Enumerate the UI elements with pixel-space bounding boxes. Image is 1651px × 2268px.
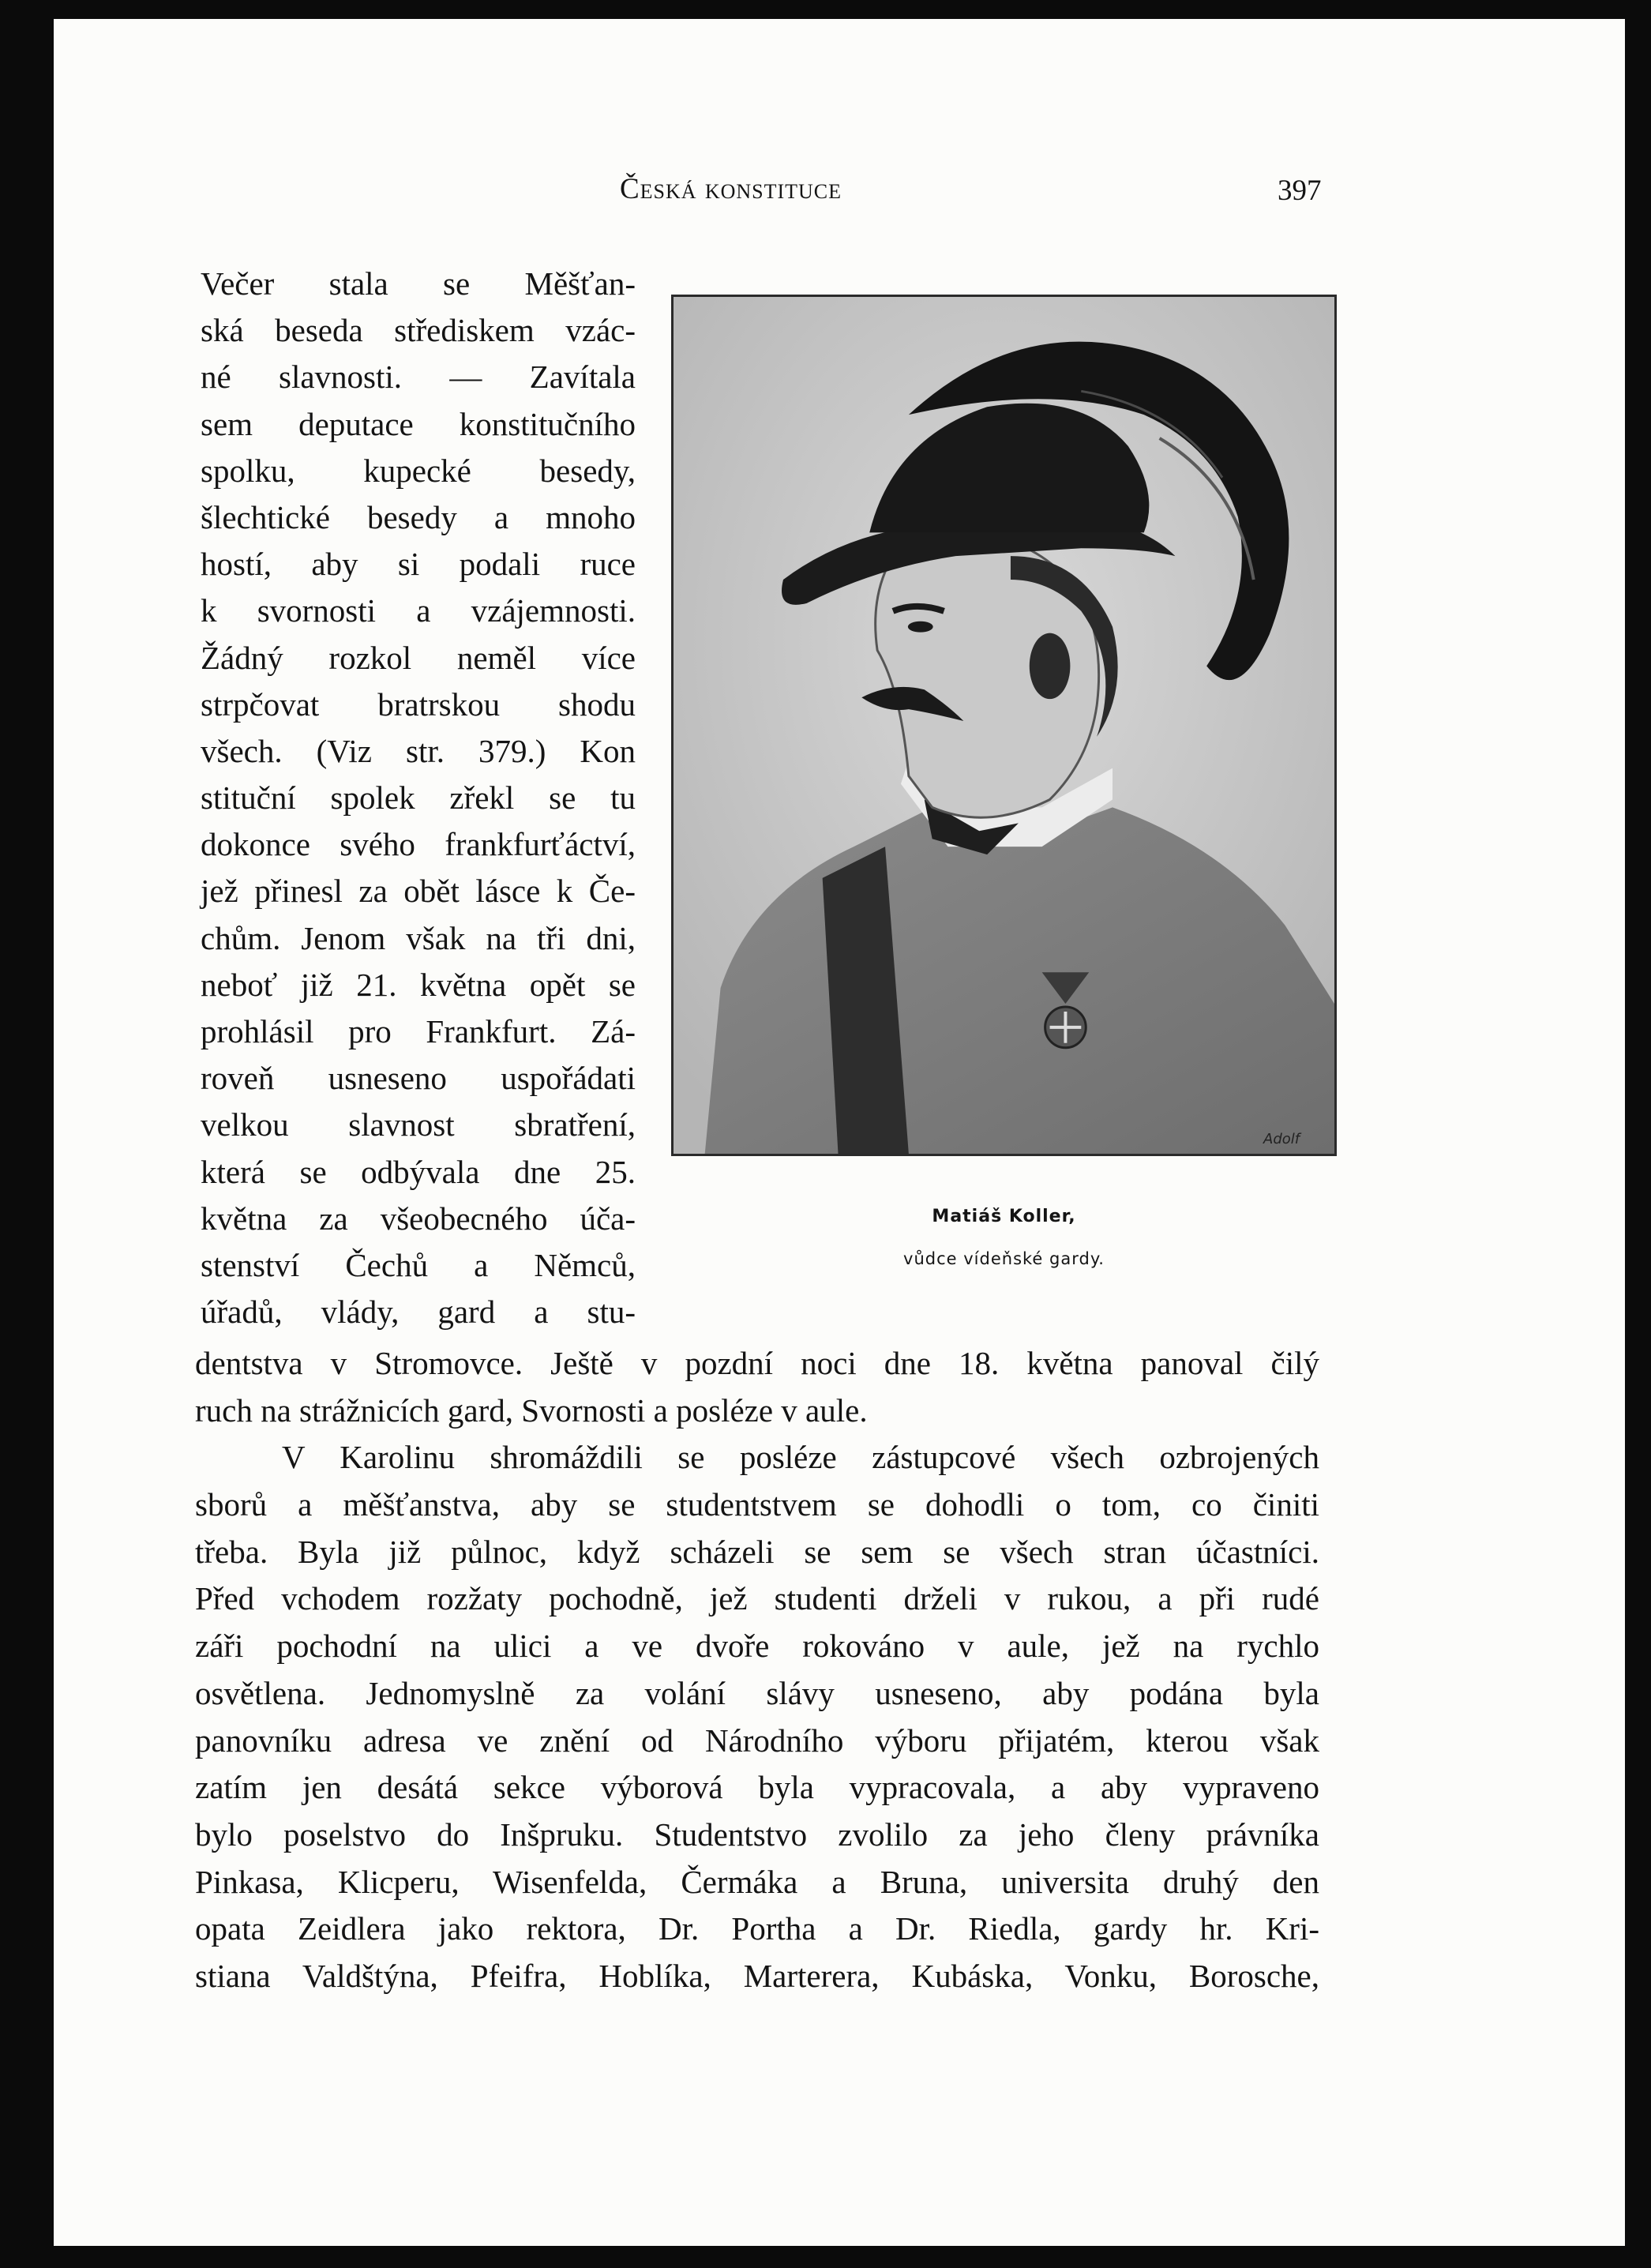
text-line: hostí, aby si podali ruce bbox=[201, 546, 636, 583]
text-line: třeba. Byla již půlnoc, když scházeli se sem se všech stran účastníci. bbox=[195, 1533, 1319, 1570]
text-line: šlechtické besedy a mnoho bbox=[201, 498, 636, 535]
text-line: V Karolinu shromáždili se posléze zástupcové všech ozbrojených bbox=[282, 1439, 1319, 1476]
text-line: stenství Čechů a Němců, bbox=[201, 1246, 636, 1283]
text-line: bylo poselstvo do Inšpruku. Studentstvo zvolilo za jeho členy právníka bbox=[195, 1816, 1319, 1853]
full-width-column bbox=[195, 1340, 1319, 2000]
text-line: strpčovat bratrskou shodu bbox=[201, 685, 636, 723]
text-line: Večer stala se Měšťan- bbox=[201, 265, 636, 302]
text-line: zatím jen desátá sekce výborová byla vypracovala, a aby vypraveno bbox=[195, 1769, 1319, 1806]
text-line: velkou slavnost sbratření, bbox=[201, 1106, 636, 1143]
text-line: dokonce svého frankfurťáctví, bbox=[201, 826, 636, 863]
text-line: né slavnosti. — Zavítala bbox=[201, 359, 636, 396]
text-line: stiana Valdštýna, Pfeifra, Hoblíka, Marterera, Kubáska, Vonku, Borosche, bbox=[195, 1957, 1319, 1994]
text-line: ská beseda střediskem vzác- bbox=[201, 312, 636, 349]
page-number: 397 bbox=[1278, 175, 1322, 207]
text-line: chům. Jenom však na tři dni, bbox=[201, 919, 636, 956]
text-line: ruch na strážnicích gard, Svornosti a posléze v aule. bbox=[195, 1391, 868, 1429]
text-line: prohlásil pro Frankfurt. Zá- bbox=[201, 1013, 636, 1050]
text-line: jež přinesl za obět lásce k Če- bbox=[201, 873, 636, 910]
figure-caption-name: Matiáš Koller, bbox=[932, 1207, 1076, 1226]
ear bbox=[1030, 633, 1071, 700]
text-line: všech. (Viz str. 379.) Kon bbox=[201, 732, 636, 769]
eye bbox=[908, 621, 933, 633]
text-line: neboť již 21. května opět se bbox=[201, 966, 636, 1003]
text-line: roveň usneseno uspořádati bbox=[201, 1060, 636, 1097]
text-line: spolku, kupecké besedy, bbox=[201, 452, 636, 489]
text-line: května za všeobecného úča- bbox=[201, 1200, 636, 1237]
text-line: Pinkasa, Klicperu, Wisenfelda, Čermáka a Bruna, universita druhý den bbox=[195, 1863, 1319, 1900]
text-line: úřadů, vlády, gard a stu- bbox=[201, 1294, 636, 1331]
text-line: stituční spolek zřekl se tu bbox=[201, 779, 636, 817]
artist-signature: Adolf bbox=[1263, 1131, 1300, 1147]
text-line: která se odbývala dne 25. bbox=[201, 1153, 636, 1190]
text-line: panovníku adresa ve znění od Národního výboru přijatém, kterou však bbox=[195, 1722, 1319, 1759]
text-line: Před vchodem rozžaty pochodně, jež studenti drželi v rukou, a při rudé bbox=[195, 1580, 1319, 1617]
portrait-drawing bbox=[674, 297, 1334, 1154]
text-line: dentstva v Stromovce. Ještě v pozdní noci dne 18. května panoval čilý bbox=[195, 1345, 1319, 1381]
text-line: Žádný rozkol neměl více bbox=[201, 639, 636, 676]
text-line: sem deputace konstitučního bbox=[201, 405, 636, 442]
text-line: opata Zeidlera jako rektora, Dr. Portha a Dr. Riedla, gardy hr. Kri- bbox=[195, 1910, 1319, 1947]
figure-caption-description: vůdce vídeňské gardy. bbox=[903, 1249, 1105, 1268]
portrait-illustration bbox=[671, 295, 1337, 1156]
text-line: záři pochodní na ulici a ve dvoře rokováno v aule, jež na rychlo bbox=[195, 1628, 1319, 1665]
text-line: k svornosti a vzájemnosti. bbox=[201, 592, 636, 629]
text-line: sborů a měšťanstva, aby se studentstvem se dohodli o tom, co činiti bbox=[195, 1486, 1319, 1523]
text-line: osvětlena. Jednomyslně za volání slávy usneseno, aby podána byla bbox=[195, 1674, 1319, 1711]
running-title: Česká konstituce bbox=[620, 173, 842, 205]
wrapped-column bbox=[201, 261, 636, 1335]
